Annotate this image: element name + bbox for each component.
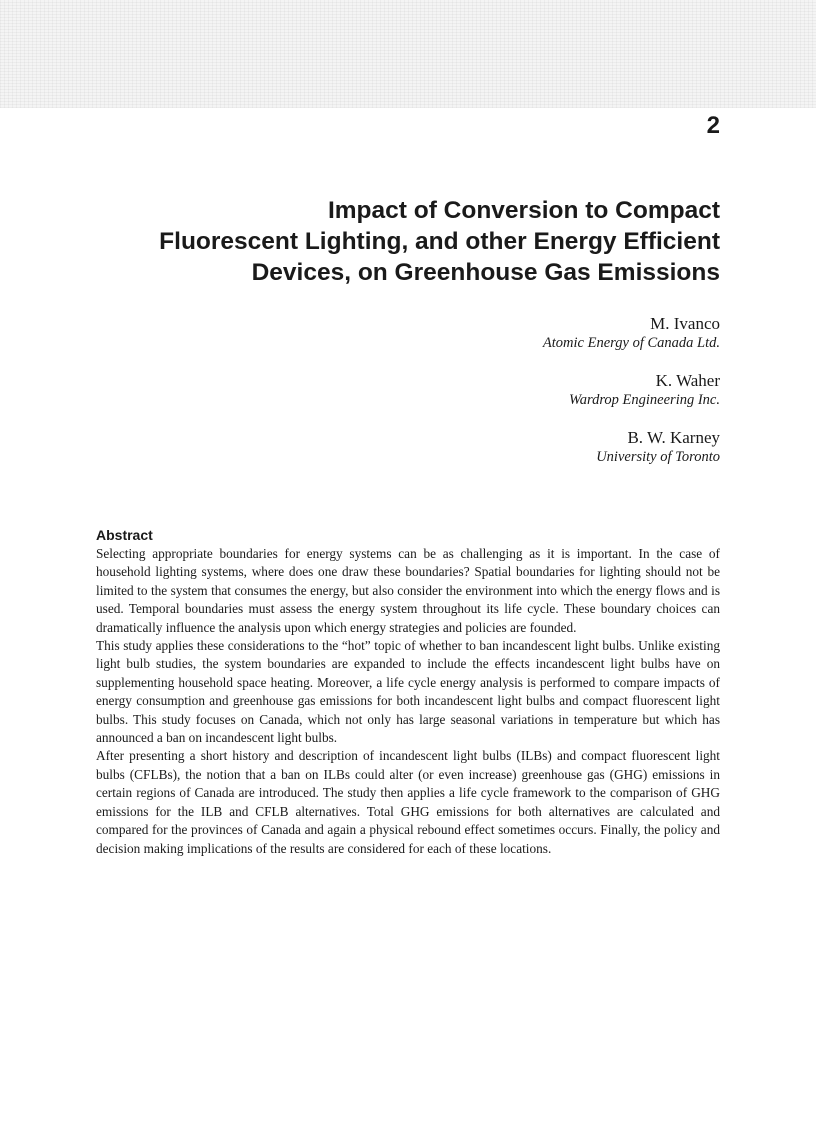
author-name: M. Ivanco <box>650 314 720 333</box>
abstract-paragraph: After presenting a short history and description of incandescent light bulbs (ILBs) and compact fluorescent light bulbs (CFLBs), the notion that a ban on ILBs could alter (or even increase) greenhouse gas (GHG) emissions in certain regions of Canada are introduced. The study then applies a life cycle framework to the comparison of GHG emissions for the ILB and CFLB alternatives. Total GHG emissions for both alternatives are calculated and compared for the provinces of Canada and again a physical rebound effect sometimes occurs. Finally, the policy and decision making implications of the results are considered for each of these locations. <box>96 748 720 856</box>
author-affiliation: University of Toronto <box>596 449 720 465</box>
chapter-title <box>70 195 720 288</box>
chapter-title-line: Devices, on Greenhouse Gas Emissions <box>251 259 720 286</box>
author-block <box>543 313 720 353</box>
author-name: K. Waher <box>655 371 720 390</box>
author-block <box>543 427 720 467</box>
abstract-paragraph: This study applies these considerations to the “hot” topic of whether to ban incandescent light bulbs. Unlike existing light bulb studies, the system boundaries are expanded to include the effects incandescent light bulbs have on supplementing household space heating. Moreover, a life cycle energy analysis is performed to compare impacts of energy consumption and greenhouse gas emissions for both incandescent light bulbs and compact fluorescent light bulbs. This study focuses on Canada, which not only has large seasonal variations in temperature but which has announced a ban on incandescent light bulbs. <box>96 638 720 746</box>
chapter-number: 2 <box>706 112 720 139</box>
author-list <box>543 313 720 484</box>
author-affiliation: Wardrop Engineering Inc. <box>568 392 720 408</box>
scan-header-band <box>0 0 816 108</box>
chapter-title-line: Fluorescent Lighting, and other Energy Efficient <box>159 228 720 255</box>
abstract-section <box>96 526 720 858</box>
abstract-paragraph: Selecting appropriate boundaries for energy systems can be as challenging as it is important. In the case of household lighting systems, where does one draw these boundaries? Spatial boundaries for lighting should not be limited to the system that consumes the energy, but also consider the environment into which the energy flows and is used. Temporal boundaries must assess the energy system throughout its life cycle. These boundary choices can dramatically influence the analysis upon which energy strategies and policies are founded. <box>96 546 720 635</box>
author-block <box>543 370 720 410</box>
author-name: B. W. Karney <box>627 428 720 447</box>
abstract-heading: Abstract <box>96 527 153 543</box>
author-affiliation: Atomic Energy of Canada Ltd. <box>542 335 720 351</box>
chapter-title-line: Impact of Conversion to Compact <box>327 197 720 224</box>
